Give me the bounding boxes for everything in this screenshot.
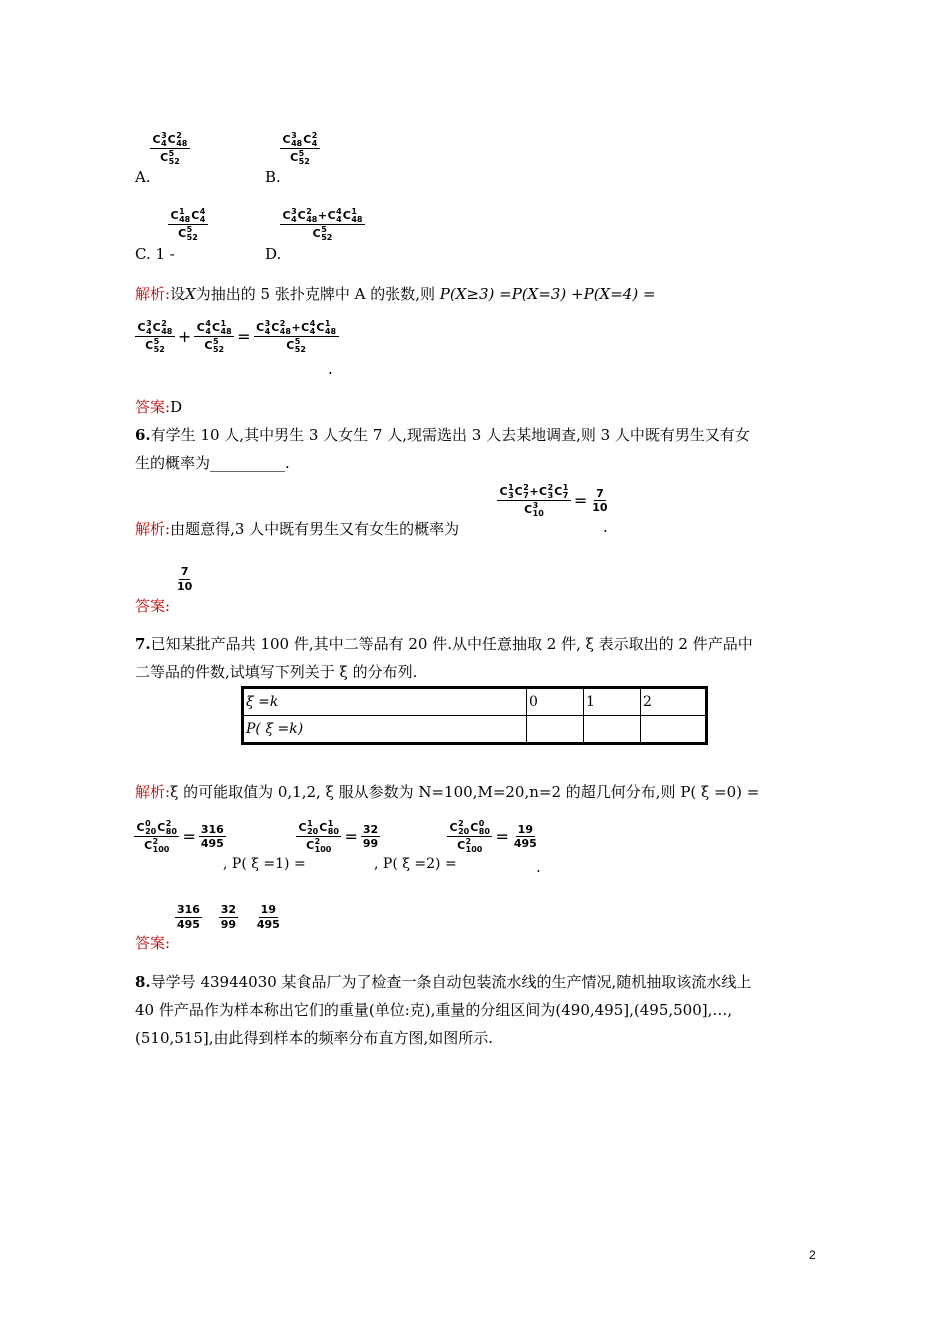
q7-line2: 二等品的件数,试填写下列关于 ξ 的分布列. bbox=[135, 663, 418, 681]
table-input-cell[interactable] bbox=[641, 716, 707, 744]
q8-line2: 40 件产品作为样本称出它们的重量(单位:克),重量的分组区间为(490,495],(495,500],…, bbox=[135, 1001, 733, 1019]
table-header-cell: ξ =k bbox=[243, 688, 527, 716]
table-cell: 0 bbox=[527, 688, 584, 716]
q6-answer-label: 答案: bbox=[135, 597, 171, 615]
table-row bbox=[243, 716, 707, 744]
table-header-cell: P( ξ =k) bbox=[243, 716, 527, 744]
q6-equation: C 1 3 C 2 7 + C 2 3 C 1 7 C 3 10 = $\frac{7}{10}$ bbox=[497, 484, 610, 517]
analysis-label: 解析: bbox=[135, 285, 171, 303]
option-c-fraction: C 1 48 C 4 4 C 5 52 bbox=[168, 208, 208, 241]
p2-label: , P( ξ =2) = bbox=[374, 856, 457, 872]
q7-line1: 7.已知某批产品共 100 件,其中二等品有 20 件.从中任意抽取 2 件, ξ 表示取出的 2 件产品中 bbox=[135, 635, 753, 653]
table-row bbox=[243, 688, 707, 716]
option-c-label: C. 1 - bbox=[135, 245, 175, 263]
q7-equation-2: C 1 20 C 1 80 C 2 100 = $\frac{32}{99}$ bbox=[296, 820, 380, 853]
q6-period: . bbox=[603, 518, 608, 536]
option-a-fraction: C 3 4 C 2 48 C 5 52 bbox=[150, 132, 190, 165]
q6-analysis-text: 解析:由题意得,3 人中既有男生又有女生的概率为 bbox=[135, 520, 460, 538]
q6-line2: 生的概率为__________. bbox=[135, 454, 290, 472]
q7-answer-fractions: $\frac{316}{495}$ $\frac{32}{99}$ $\frac{19}{495}$ bbox=[177, 903, 280, 931]
q7-equation-1: C 0 20 C 2 80 C 2 100 = $\frac{316}{495}$ bbox=[134, 820, 226, 853]
table-input-cell[interactable] bbox=[527, 716, 584, 744]
table-cell: 2 bbox=[641, 688, 707, 716]
table-cell: 1 bbox=[584, 688, 641, 716]
q5-analysis: 解析:设X为抽出的 5 张扑克牌中 A 的张数,则 P(X≥3) =P(X=3) +P(X=4) = bbox=[135, 285, 656, 303]
q6-line1: 6.有学生 10 人,其中男生 3 人女生 7 人,现需选出 3 人去某地调查,则 3 人中既有男生又有女 bbox=[135, 426, 750, 444]
option-a-label: A. bbox=[135, 168, 151, 186]
q7-answer-label: 答案: bbox=[135, 934, 171, 952]
option-d-label: D. bbox=[265, 245, 282, 263]
q5-answer: 答案:D bbox=[135, 398, 183, 416]
q5-period: . bbox=[328, 360, 333, 378]
page-number: 2 bbox=[809, 1248, 816, 1262]
q5-equation: C 3 4 C 2 48 C 5 52 + C 4 4 C 1 48 C 5 52 = C 3 4 C 2 48 + C 4 4 C 1 48 C 5 52 bbox=[135, 320, 339, 353]
answer-blank[interactable]: __________. bbox=[210, 454, 290, 472]
option-b-label: B. bbox=[265, 168, 281, 186]
q7-period: . bbox=[536, 858, 541, 876]
q7-equation-3: C 2 20 C 0 80 C 2 100 = $\frac{19}{495}$ bbox=[447, 820, 539, 853]
option-d-fraction: C 3 4 C 2 48 + C 4 4 C 1 48 C 5 52 bbox=[280, 208, 365, 241]
table-input-cell[interactable] bbox=[584, 716, 641, 744]
p1-label: , P( ξ =1) = bbox=[223, 856, 306, 872]
q8-line3: (510,515],由此得到样本的频率分布直方图,如图所示. bbox=[135, 1029, 494, 1047]
q6-answer-fraction: $\frac{7}{10}$ bbox=[177, 565, 193, 593]
q7-analysis: 解析:ξ 的可能取值为 0,1,2, ξ 服从参数为 N=100,M=20,n=2 的超几何分布,则 P( ξ =0) = bbox=[135, 783, 760, 801]
option-b-fraction: C 3 48 C 2 4 C 5 52 bbox=[280, 132, 320, 165]
distribution-table bbox=[241, 686, 708, 745]
q8-line1: 8.导学号 43944030 某食品厂为了检查一条自动包装流水线的生产情况,随机抽取该流水线上 bbox=[135, 973, 752, 991]
